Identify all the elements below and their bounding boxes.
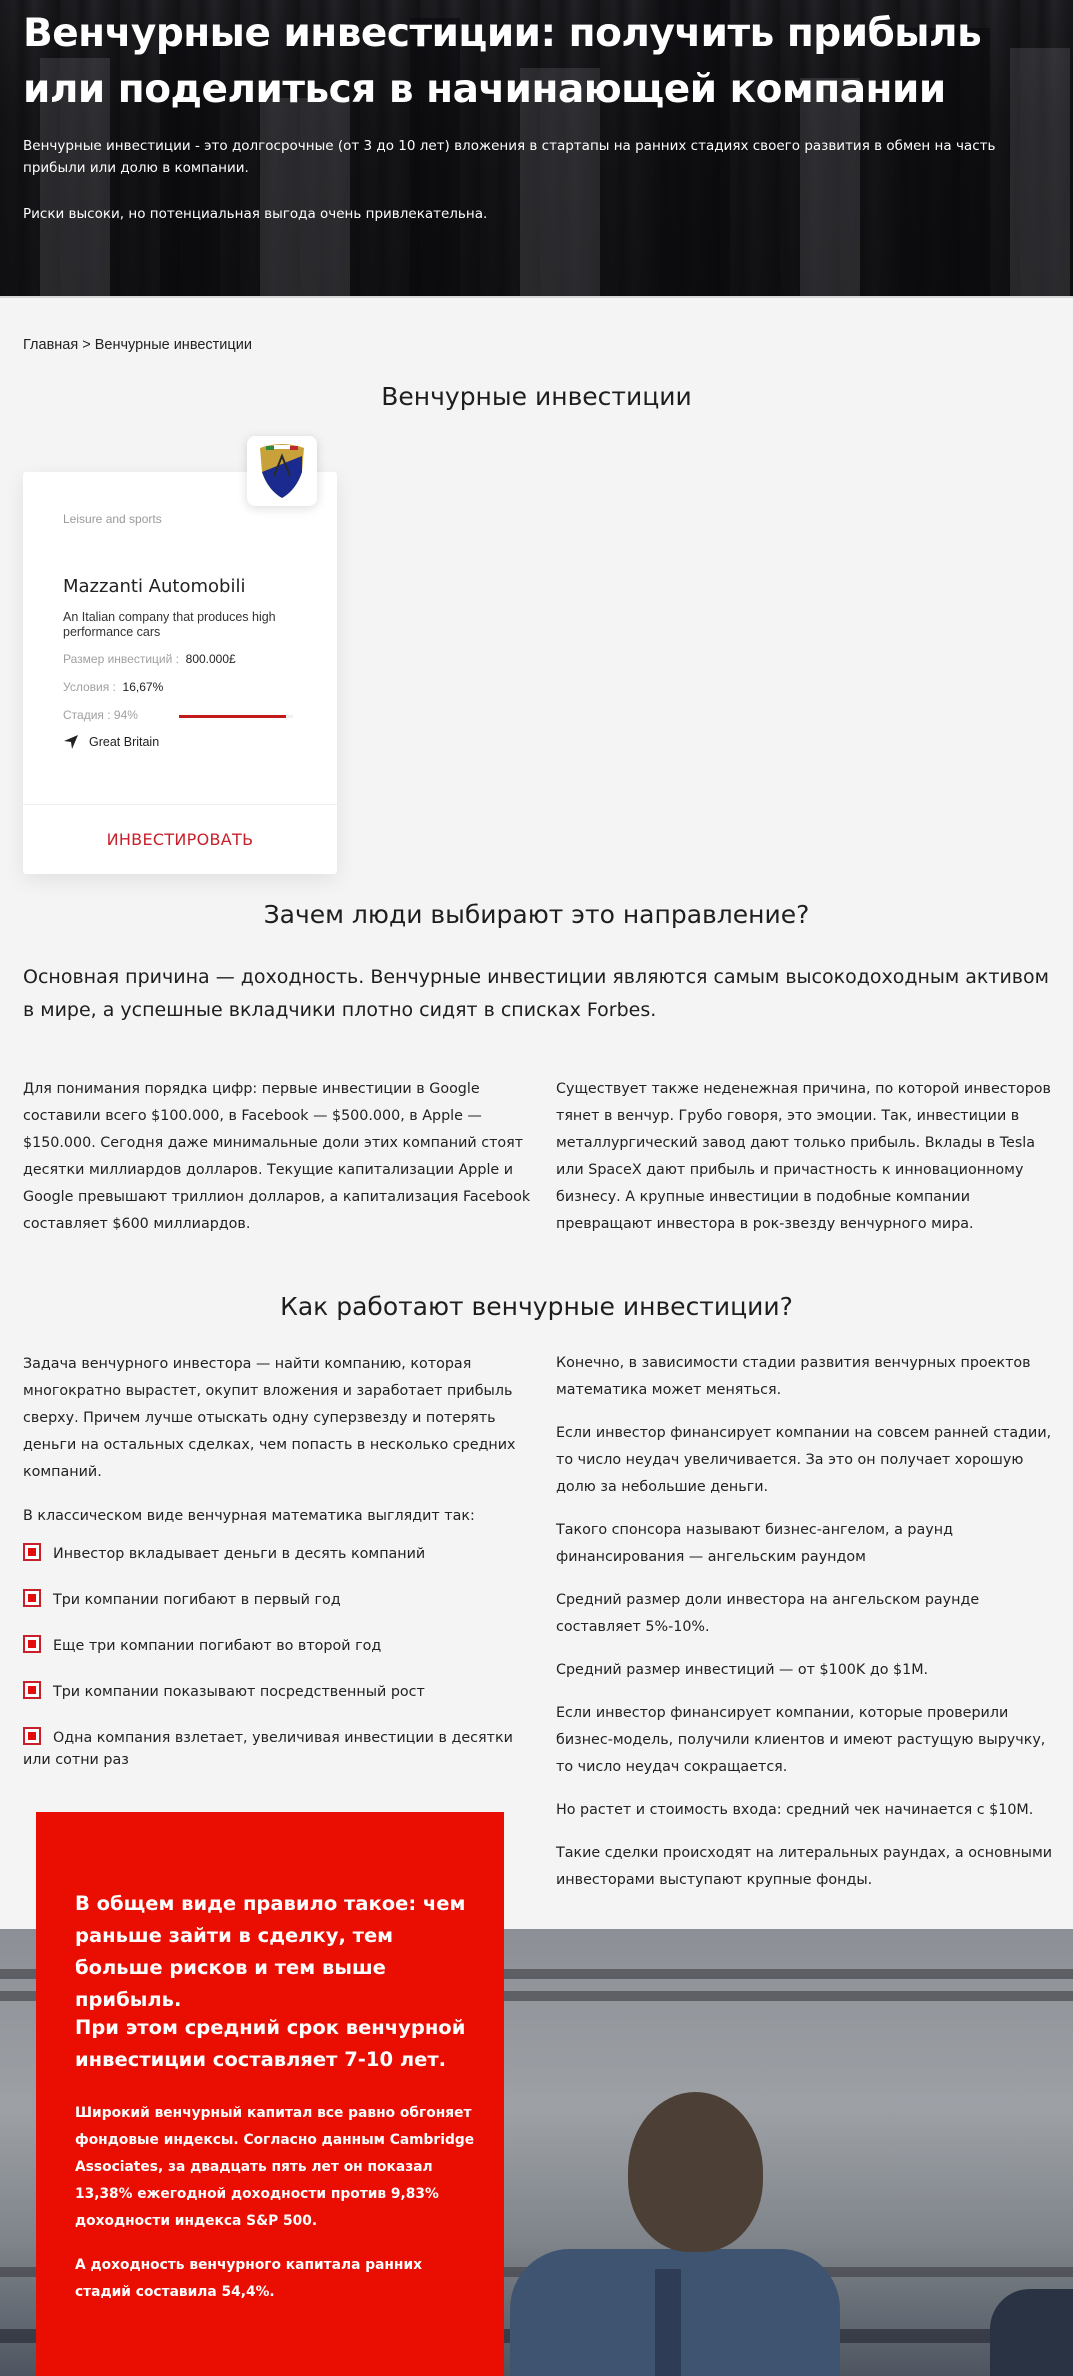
- investment-size-label: Размер инвестиций :: [63, 652, 179, 666]
- location-text: Great Britain: [89, 735, 160, 749]
- how-paragraph: Но растет и стоимость входа: средний чек начинается с $10M.: [556, 1802, 1034, 1818]
- hero-building-decoration: [260, 98, 350, 298]
- invest-button[interactable]: ИНВЕСТИРОВАТЬ: [23, 805, 337, 874]
- how-paragraph: Если инвестор финансирует компании, которые проверили бизнес-модель, получили клиентов и имеют растущую выручку, то число неудач сокращается.: [556, 1705, 1046, 1775]
- how-right-column: [556, 1350, 1066, 1910]
- red-square-bullet-icon: [23, 1543, 41, 1561]
- list-item: [23, 1727, 533, 1771]
- highlight-box: [36, 1812, 504, 2376]
- photo-person-tie: [655, 2269, 681, 2376]
- how-paragraph: Такого спонсора называют бизнес-ангелом, а раунд финансирования — ангельским раундом: [556, 1522, 953, 1565]
- breadcrumb-separator: >: [78, 337, 95, 353]
- list-item: [23, 1681, 533, 1703]
- investment-card: [23, 472, 337, 874]
- hero-intro: Венчурные инвестиции - это долгосрочные (от 3 до 10 лет) вложения в стартапы на ранних стадиях своего развития в обмен на часть прибыли или долю в компании.: [23, 138, 996, 176]
- how-section-title: Как работают венчурные инвестиции?: [280, 1292, 793, 1321]
- photo-person-head: [628, 2092, 763, 2252]
- company-location: [63, 734, 159, 750]
- page-title: Венчурные инвестиции: получить прибыль или поделиться в начинающей компании: [23, 11, 982, 112]
- stage-progress-bar: [179, 715, 293, 718]
- highlight-early-stage: А доходность венчурного капитала ранних стадий составила 54,4%.: [75, 2257, 423, 2300]
- highlight-term: При этом средний срок венчурной инвестиции составляет 7-10 лет.: [75, 2016, 466, 2071]
- listing-title: Венчурные инвестиции: [381, 382, 692, 411]
- company-category: Leisure and sports: [63, 512, 162, 526]
- highlight-stats: Широкий венчурный капитал все равно обгоняет фондовые индексы. Согласно данным Cambridge Associates, за двадцать пять лет он показал 13,38% ежегодной доходности против 9,83% доходности индекса S&P 500.: [75, 2105, 475, 2229]
- stage-progress-fill: [179, 715, 286, 718]
- investment-size-value: 800.000£: [185, 652, 236, 666]
- how-paragraph: Средний размер инвестиций — от $100K до $1M.: [556, 1662, 929, 1678]
- list-item-text: Еще три компании погибают во второй год: [53, 1638, 382, 1654]
- breadcrumb: [23, 337, 252, 353]
- terms-value: 16,67%: [122, 680, 164, 694]
- terms-label: Условия :: [63, 680, 116, 694]
- company-logo: [247, 436, 317, 506]
- why-lead-paragraph: Основная причина — доходность. Венчурные инвестиции являются самым высокодоходным активом в мире, а успешные вкладчики плотно сидят в списках Forbes.: [23, 966, 1049, 1021]
- breadcrumb-home-link[interactable]: Главная: [23, 337, 79, 353]
- navigation-arrow-icon: [63, 734, 79, 750]
- stage-row: [63, 708, 138, 722]
- math-intro: В классическом виде венчурная математика выглядит так:: [23, 1508, 475, 1524]
- how-paragraph: Конечно, в зависимости стадии развития венчурных проектов математика может меняться.: [556, 1355, 1031, 1398]
- red-square-bullet-icon: [23, 1589, 41, 1607]
- photo-person-right: [990, 2289, 1073, 2376]
- how-paragraph: Такие сделки происходят на литеральных раундах, а основными инвесторами выступают крупные фонды.: [556, 1845, 1053, 1888]
- list-item: [23, 1543, 533, 1565]
- terms-row: [63, 680, 163, 694]
- hero-divider: [0, 296, 1073, 298]
- how-paragraph: Средний размер доли инвестора на ангельском раунде составляет 5%-10%.: [556, 1592, 980, 1635]
- company-description: An Italian company that produces high performance cars: [63, 610, 276, 639]
- hero-banner: [0, 0, 1073, 298]
- why-left-paragraph: Для понимания порядка цифр: первые инвестиции в Google составили всего $100.000, в Facebook — $500.000, в Apple — $150.000. Сегодня даже минимальные доли этих компаний стоят десятки миллиардов долларов. Текущие капитализации Apple и Google превышают триллион долларов, а капитализация Facebook составляет $600 миллиардов.: [23, 1081, 531, 1232]
- mazzanti-shield-logo-icon: [256, 442, 308, 500]
- stage-label: Стадия : 94%: [63, 708, 138, 722]
- list-item: [23, 1635, 533, 1657]
- list-item-text: Три компании погибают в первый год: [53, 1592, 341, 1608]
- breadcrumb-current: Венчурные инвестиции: [94, 337, 252, 353]
- list-item-text: Инвестор вкладывает деньги в десять компаний: [53, 1546, 426, 1562]
- list-item-text: Три компании показывают посредственный рост: [53, 1684, 425, 1700]
- red-square-bullet-icon: [23, 1635, 41, 1653]
- hero-risk-note: Риски высоки, но потенциальная выгода очень привлекательна.: [23, 206, 488, 222]
- why-section-title: Зачем люди выбирают это направление?: [263, 900, 810, 929]
- red-square-bullet-icon: [23, 1727, 41, 1745]
- why-right-paragraph: Существует также неденежная причина, по которой инвесторов тянет в венчур. Грубо говоря, это эмоции. Так, инвестиции в металлургический завод дают только прибыль. Вклады в Tesla или SpaceX дают прибыль и причастность к инновационному бизнесу. А крупные инвестиции в подобные компании превращают инвестора в рок-звезду венчурного мира.: [556, 1081, 1051, 1232]
- highlight-rule: В общем виде правило такое: чем раньше зайти в сделку, тем больше рисков и тем выше прибыль.: [75, 1892, 466, 2011]
- venture-math-list: [23, 1543, 533, 1795]
- how-intro-paragraph: Задача венчурного инвестора — найти компанию, которая многократно вырастет, окупит вложения и заработает прибыль сверху. Причем лучше отыскать одну суперзвезду и потерять деньги на остальных сделках, чем попасть в несколько средних компаний.: [23, 1356, 516, 1480]
- list-item: [23, 1589, 533, 1611]
- company-name[interactable]: Mazzanti Automobili: [63, 576, 246, 597]
- investment-size-row: [63, 652, 236, 666]
- how-paragraph: Если инвестор финансирует компании на совсем ранней стадии, то число неудач увеличивается. За это он получает хорошую долю за небольшие деньги.: [556, 1425, 1052, 1495]
- list-item-text: Одна компания взлетает, увеличивая инвестиции в десятки или сотни раз: [23, 1730, 513, 1768]
- red-square-bullet-icon: [23, 1681, 41, 1699]
